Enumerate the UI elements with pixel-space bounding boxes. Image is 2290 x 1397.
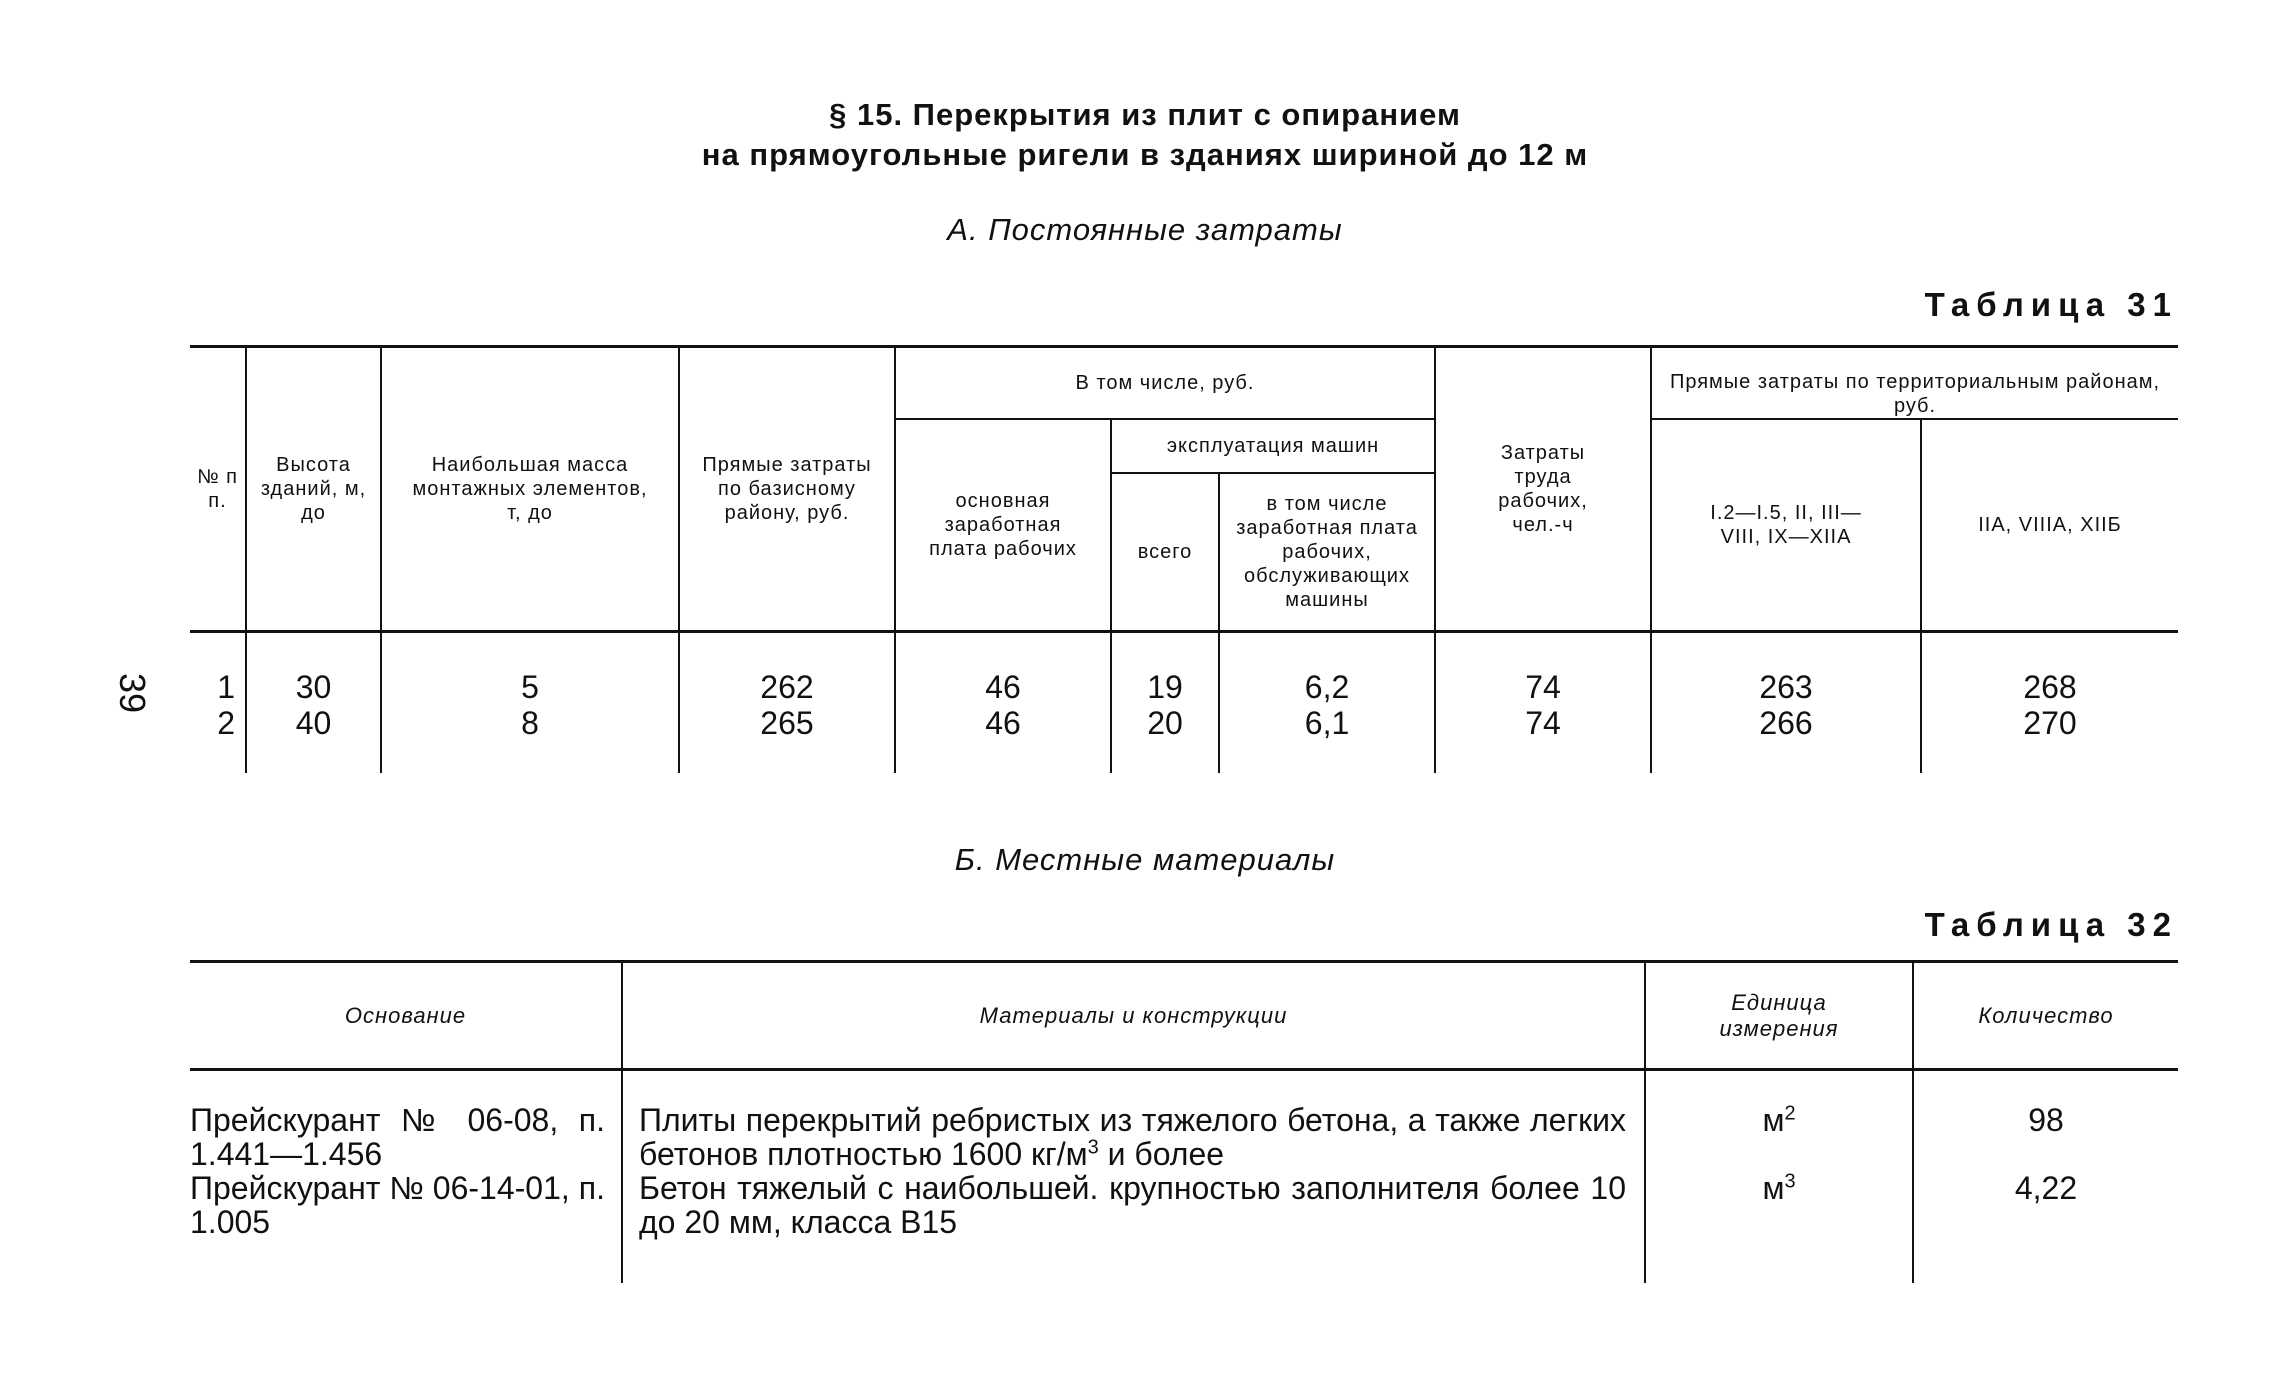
cell-wages: 46	[985, 668, 1021, 705]
cell-height: 30	[295, 668, 332, 705]
page-number: 39	[112, 672, 154, 714]
header-max-mass: Наибольшая масса монтажных элементов, т, до	[381, 347, 679, 632]
cell-material: Плиты перекрытий ребристых из тяжелого бетона, а также легких бетонов плотностью 1600 $кг/м^3$ и более	[622, 1070, 1645, 1172]
header-building-height: Высота зданий, м, до	[246, 347, 381, 632]
cell-material: Бетон тяжелый с наибольшей. крупностью заполнителя более 10 до 20 мм, класса В15	[622, 1171, 1645, 1283]
subtitle-local-materials: Б. Местные материалы	[954, 842, 1336, 877]
cell-wages: 46	[985, 704, 1021, 741]
section-title-line2: на прямоугольные ригели в зданиях шириной до 12 м	[701, 137, 1589, 172]
header-materials: Материалы и конструкции	[622, 962, 1645, 1070]
table-row	[190, 1070, 2178, 1172]
header-labor-costs: Затраты труда рабочих, чел.-ч	[1435, 347, 1651, 632]
cell-num: 2	[217, 704, 235, 741]
cell-quantity: 4,22	[1913, 1171, 2178, 1283]
table-32-caption: Таблица 32	[1924, 906, 2178, 943]
header-num: № п п.	[190, 347, 246, 632]
cell-labor: 74	[1525, 668, 1561, 705]
table-32	[190, 960, 2178, 1283]
header-machines-total: всего	[1111, 473, 1219, 631]
table-31	[190, 345, 2178, 773]
cell-machines-total: 19	[1147, 668, 1183, 705]
cell-basis: Прейскурант № 06-08, п. 1.441—1.456	[190, 1102, 605, 1172]
table-row	[190, 1171, 2178, 1283]
header-region-group-1: I.2—I.5, II, III—VIII, IX—XIIA	[1651, 419, 1921, 631]
header-basis: Основание	[190, 962, 622, 1070]
cell-direct-costs: 262	[760, 668, 814, 705]
cell-mass: 5	[521, 668, 539, 705]
cell-region-1: 263	[1759, 668, 1813, 705]
cell-height: 40	[295, 704, 332, 741]
cell-basis: Прейскурант № 06-14-01, п. 1.005	[190, 1170, 605, 1240]
cell-region-2: 270	[2023, 704, 2077, 741]
header-unit: Единица измерения	[1645, 962, 1913, 1070]
header-including: В том числе, руб.	[895, 347, 1435, 420]
table-row	[190, 631, 2178, 773]
cell-direct-costs: 265	[760, 704, 814, 741]
cell-num: 1	[217, 668, 235, 705]
cell-labor: 74	[1525, 704, 1561, 741]
cell-quantity: 98	[1913, 1070, 2178, 1172]
header-direct-costs-base: Прямые затраты по базисному району, руб.	[679, 347, 895, 632]
header-machines-wages: в том числе заработная плата рабочих, обслуживающих машины	[1219, 473, 1435, 631]
header-territorial-costs: Прямые затраты по территориальным районам, руб.	[1651, 347, 2178, 420]
cell-unit: $м^3$	[1645, 1171, 1913, 1283]
header-machine-operation: эксплуатация машин	[1111, 419, 1435, 473]
cell-machines-total: 20	[1147, 704, 1183, 741]
cell-region-2: 268	[2023, 668, 2077, 705]
header-region-group-2: IIA, VIIIA, XIIБ	[1921, 419, 2178, 631]
header-quantity: Количество	[1913, 962, 2178, 1070]
table-31-caption: Таблица 31	[1924, 286, 2178, 323]
cell-machines-wages: 6,2	[1304, 668, 1350, 705]
cell-machines-wages: 6,1	[1304, 704, 1350, 741]
cell-region-1: 266	[1759, 704, 1813, 741]
section-title-line1: § 15. Перекрытия из плит с опиранием	[829, 97, 1461, 132]
subtitle-permanent-costs: А. Постоянные затраты	[947, 212, 1343, 247]
cell-unit: $м^2$	[1645, 1070, 1913, 1172]
header-base-wages: основная заработная плата рабочих	[895, 419, 1111, 631]
cell-mass: 8	[521, 704, 539, 741]
